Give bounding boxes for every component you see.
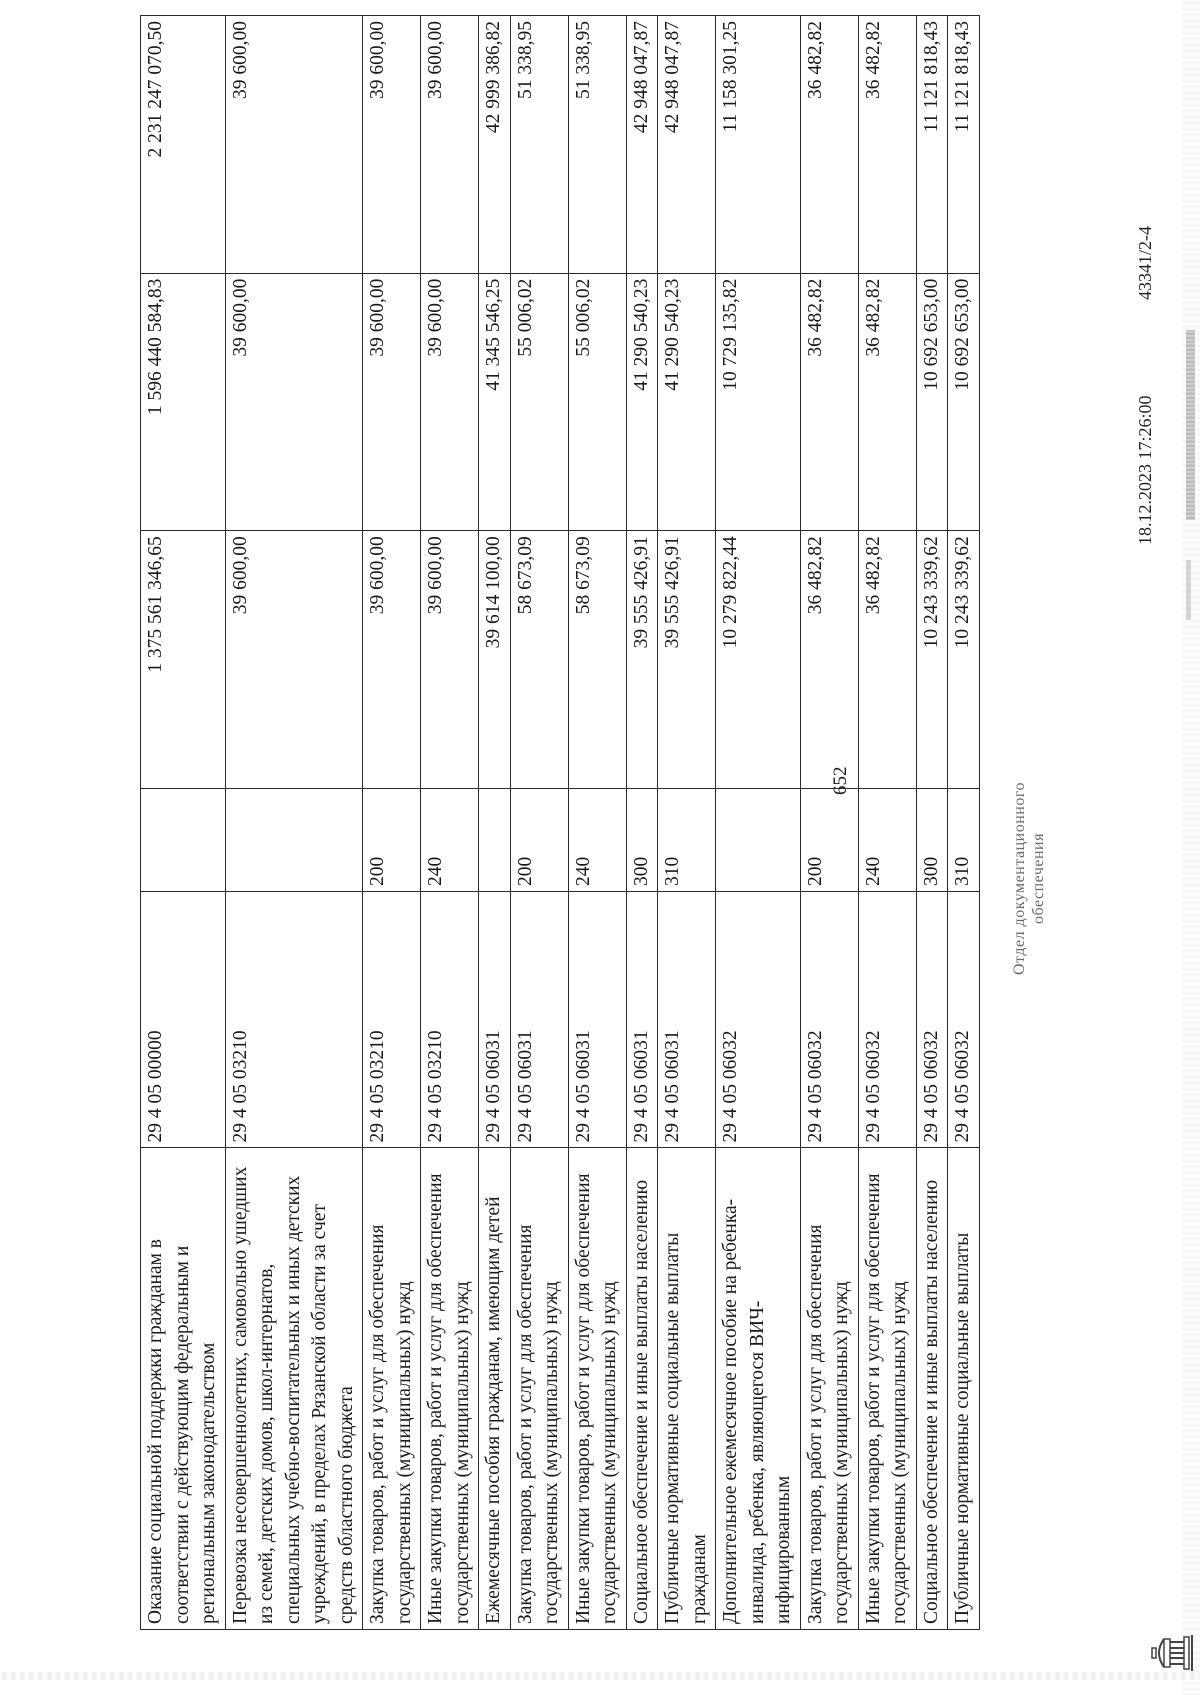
row-value-2025-cell: 10 729 135,82 — [716, 273, 801, 531]
row-expense-type-cell: 240 — [568, 788, 626, 891]
table-row — [716, 16, 801, 1630]
row-expense-type-cell — [479, 788, 511, 891]
row-value-2024-cell: 36 482,82 — [858, 531, 916, 789]
footer-datetime: 18.12.2023 17:26:00 — [1135, 395, 1155, 545]
table-row — [510, 16, 568, 1630]
row-code-cell: 29 4 05 03210 — [363, 892, 421, 1148]
row-name-cell: Закупка товаров, работ и услуг для обеспечения государственных (муниципальных) нужд — [510, 1148, 568, 1630]
row-code-cell: 29 4 05 06031 — [510, 892, 568, 1148]
table-row — [421, 16, 479, 1630]
row-expense-type-cell: 200 — [800, 788, 858, 891]
row-value-2025-cell: 39 600,00 — [363, 273, 421, 531]
row-code-cell: 29 4 05 06031 — [626, 892, 658, 1148]
row-value-2025-cell: 36 482,82 — [800, 273, 858, 531]
row-value-2024-cell: 10 243 339,62 — [948, 531, 980, 789]
row-name-cell: Социальное обеспечение и иные выплаты населению — [626, 1148, 658, 1630]
row-value-2026-cell: 11 121 818,43 — [916, 16, 948, 274]
row-value-2025-cell: 55 006,02 — [510, 273, 568, 531]
row-value-2025-cell: 1 596 440 584,83 — [141, 273, 226, 531]
row-code-cell: 29 4 05 03210 — [225, 892, 363, 1148]
row-value-2025-cell: 36 482,82 — [858, 273, 916, 531]
row-code-cell: 29 4 05 06031 — [568, 892, 626, 1148]
row-value-2026-cell: 39 600,00 — [421, 16, 479, 274]
row-value-2026-cell: 42 999 386,82 — [479, 16, 511, 274]
stamp-line-2: обеспечения — [1030, 833, 1048, 924]
row-value-2024-cell: 10 243 339,62 — [916, 531, 948, 789]
row-value-2026-cell: 42 948 047,87 — [626, 16, 658, 274]
department-stamp — [1010, 782, 1048, 975]
row-code-cell: 29 4 05 06031 — [658, 892, 716, 1148]
row-value-2026-cell: 11 121 818,43 — [948, 16, 980, 274]
row-expense-type-cell: 200 — [363, 788, 421, 891]
row-name-cell: Оказание социальной поддержки гражданам в соответствии с действующим федеральным и региональным законодательством — [141, 1148, 226, 1630]
row-value-2025-cell: 41 290 540,23 — [626, 273, 658, 531]
row-value-2026-cell: 51 338,95 — [568, 16, 626, 274]
row-value-2024-cell: 58 673,09 — [510, 531, 568, 789]
row-value-2026-cell: 11 158 301,25 — [716, 16, 801, 274]
row-name-cell: Перевозка несовершеннолетних, самовольно ушедших из семей, детских домов, школ-интернатов, специальных учебно-воспитательных и иных детских учреждений, в пределах Рязанской области за счет средств областного бюджета — [225, 1148, 363, 1630]
page-number: 652 — [830, 766, 851, 795]
table-row — [141, 16, 226, 1630]
row-name-cell: Публичные нормативные социальные выплаты гражданам — [658, 1148, 716, 1630]
row-value-2025-cell: 10 692 653,00 — [948, 273, 980, 531]
row-name-cell: Ежемесячные пособия гражданам, имеющим детей — [479, 1148, 511, 1630]
row-value-2026-cell: 51 338,95 — [510, 16, 568, 274]
coat-of-arms-icon — [1150, 1633, 1196, 1673]
table-row — [363, 16, 421, 1630]
row-name-cell: Дополнительное ежемесячное пособие на ребенка-инвалида, ребенка, являющегося ВИЧ-инфицированным — [716, 1148, 801, 1630]
table-row — [948, 16, 980, 1630]
row-expense-type-cell — [141, 788, 226, 891]
table-row — [626, 16, 658, 1630]
row-value-2025-cell: 39 600,00 — [225, 273, 363, 531]
budget-table — [140, 15, 980, 1630]
table-row — [916, 16, 948, 1630]
row-name-cell: Иные закупки товаров, работ и услуг для обеспечения государственных (муниципальных) нужд — [568, 1148, 626, 1630]
row-value-2024-cell: 39 600,00 — [363, 531, 421, 789]
row-expense-type-cell — [225, 788, 363, 891]
row-value-2024-cell: 10 279 822,44 — [716, 531, 801, 789]
row-value-2024-cell: 39 555 426,91 — [658, 531, 716, 789]
table-row — [568, 16, 626, 1630]
row-code-cell: 29 4 05 06032 — [948, 892, 980, 1148]
table-row — [858, 16, 916, 1630]
row-value-2026-cell: 2 231 247 070,50 — [141, 16, 226, 274]
row-code-cell: 29 4 05 00000 — [141, 892, 226, 1148]
footer-doc-code: 43341/2-4 — [1135, 226, 1155, 300]
row-value-2026-cell: 39 600,00 — [363, 16, 421, 274]
table-row — [658, 16, 716, 1630]
row-name-cell: Социальное обеспечение и иные выплаты населению — [916, 1148, 948, 1630]
row-value-2024-cell: 36 482,82 — [800, 531, 858, 789]
row-name-cell: Иные закупки товаров, работ и услуг для обеспечения государственных (муниципальных) нужд — [858, 1148, 916, 1630]
row-value-2025-cell: 41 290 540,23 — [658, 273, 716, 531]
row-expense-type-cell: 310 — [948, 788, 980, 891]
row-value-2025-cell: 10 692 653,00 — [916, 273, 948, 531]
row-code-cell: 29 4 05 06032 — [916, 892, 948, 1148]
row-expense-type-cell: 240 — [858, 788, 916, 891]
row-name-cell: Закупка товаров, работ и услуг для обеспечения государственных (муниципальных) нужд — [800, 1148, 858, 1630]
row-code-cell: 29 4 05 03210 — [421, 892, 479, 1148]
row-code-cell: 29 4 05 06032 — [800, 892, 858, 1148]
row-value-2026-cell: 36 482,82 — [800, 16, 858, 274]
row-value-2025-cell: 41 345 546,25 — [479, 273, 511, 531]
row-name-cell: Иные закупки товаров, работ и услуг для обеспечения государственных (муниципальных) нужд — [421, 1148, 479, 1630]
row-value-2024-cell: 58 673,09 — [568, 531, 626, 789]
row-expense-type-cell: 240 — [421, 788, 479, 891]
row-code-cell: 29 4 05 06031 — [479, 892, 511, 1148]
row-value-2025-cell: 39 600,00 — [421, 273, 479, 531]
row-expense-type-cell — [716, 788, 801, 891]
row-value-2024-cell: 39 614 100,00 — [479, 531, 511, 789]
stamp-line-1: Отдел документационного — [1011, 781, 1028, 975]
row-value-2024-cell: 39 555 426,91 — [626, 531, 658, 789]
row-expense-type-cell: 300 — [916, 788, 948, 891]
row-expense-type-cell: 310 — [658, 788, 716, 891]
row-expense-type-cell: 300 — [626, 788, 658, 891]
table-row — [225, 16, 363, 1630]
row-value-2024-cell: 39 600,00 — [421, 531, 479, 789]
row-value-2025-cell: 55 006,02 — [568, 273, 626, 531]
row-code-cell: 29 4 05 06032 — [716, 892, 801, 1148]
table-row — [800, 16, 858, 1630]
row-code-cell: 29 4 05 06032 — [858, 892, 916, 1148]
row-value-2024-cell: 39 600,00 — [225, 531, 363, 789]
table-row — [479, 16, 511, 1630]
row-name-cell: Закупка товаров, работ и услуг для обеспечения государственных (муниципальных) нужд — [363, 1148, 421, 1630]
row-value-2026-cell: 39 600,00 — [225, 16, 363, 274]
row-value-2024-cell: 1 375 561 346,65 — [141, 531, 226, 789]
row-name-cell: Публичные нормативные социальные выплаты — [948, 1148, 980, 1630]
row-value-2026-cell: 36 482,82 — [858, 16, 916, 274]
row-expense-type-cell: 200 — [510, 788, 568, 891]
row-value-2026-cell: 42 948 047,87 — [658, 16, 716, 274]
